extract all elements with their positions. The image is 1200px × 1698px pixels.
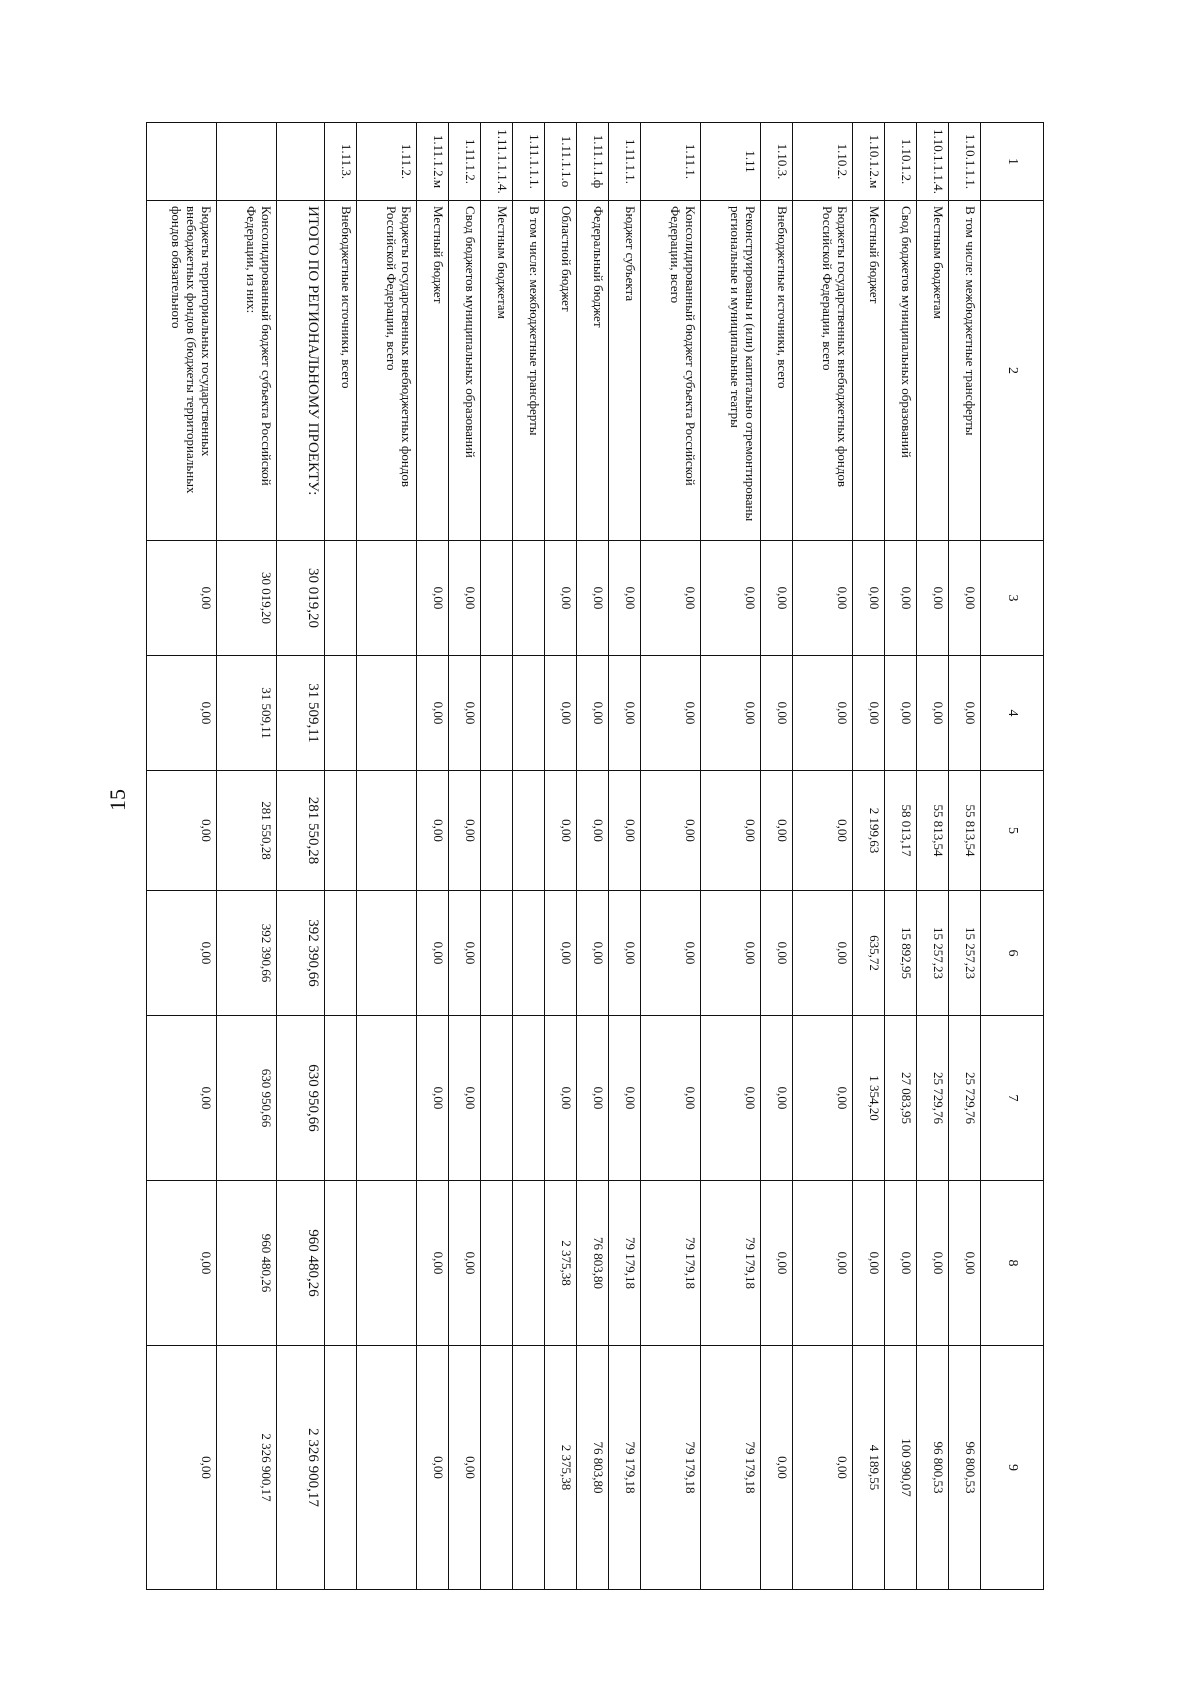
cell-value: 0,00 bbox=[793, 891, 853, 1016]
cell-value: 15 257,23 bbox=[949, 891, 981, 1016]
cell-value: 0,00 bbox=[147, 1016, 217, 1181]
cell-value: 58 013,17 bbox=[885, 771, 917, 891]
table-row bbox=[793, 123, 853, 1590]
column-header: 1 bbox=[981, 123, 1044, 201]
cell-value: 79 179,18 bbox=[641, 1346, 701, 1590]
cell-value: 0,00 bbox=[449, 771, 481, 891]
cell-value: 0,00 bbox=[417, 656, 449, 771]
cell-value: 15 892,95 bbox=[885, 891, 917, 1016]
row-code: 1.11.1.2. bbox=[449, 123, 481, 201]
cell-value bbox=[513, 1016, 545, 1181]
cell-value bbox=[481, 1346, 513, 1590]
row-code: 1.11.1.1.о bbox=[545, 123, 577, 201]
cell-value: 0,00 bbox=[885, 1181, 917, 1346]
cell-value: 0,00 bbox=[609, 656, 641, 771]
cell-value: 0,00 bbox=[417, 1181, 449, 1346]
cell-value: 960 480,26 bbox=[277, 1181, 325, 1346]
cell-value: 76 803,80 bbox=[577, 1346, 609, 1590]
cell-value: 0,00 bbox=[793, 1346, 853, 1590]
cell-value: 0,00 bbox=[417, 1016, 449, 1181]
cell-value bbox=[325, 771, 357, 891]
cell-value bbox=[481, 891, 513, 1016]
cell-value: 0,00 bbox=[761, 1016, 793, 1181]
cell-value: 0,00 bbox=[853, 1181, 885, 1346]
cell-value: 25 729,76 bbox=[949, 1016, 981, 1181]
table-row bbox=[577, 123, 609, 1590]
cell-value: 0,00 bbox=[761, 771, 793, 891]
column-header: 3 bbox=[981, 541, 1044, 656]
row-code: 1.10.1.2.м bbox=[853, 123, 885, 201]
column-header: 2 bbox=[981, 201, 1044, 541]
row-name: Реконструированы и (или) капитально отремонтированы региональные и муниципальные театры bbox=[701, 201, 761, 541]
cell-value: 79 179,18 bbox=[609, 1346, 641, 1590]
row-code: 1.10.1.2. bbox=[885, 123, 917, 201]
cell-value bbox=[325, 1016, 357, 1181]
cell-value: 0,00 bbox=[641, 1016, 701, 1181]
cell-value bbox=[481, 771, 513, 891]
cell-value: 0,00 bbox=[609, 891, 641, 1016]
cell-value bbox=[513, 1181, 545, 1346]
table-row bbox=[545, 123, 577, 1590]
cell-value: 0,00 bbox=[449, 1181, 481, 1346]
cell-value: 0,00 bbox=[917, 541, 949, 656]
cell-value: 281 550,28 bbox=[217, 771, 277, 891]
cell-value: 0,00 bbox=[417, 1346, 449, 1590]
cell-value bbox=[325, 656, 357, 771]
row-name: В том числе: межбюджетные трансферты bbox=[513, 201, 545, 541]
table-row bbox=[609, 123, 641, 1590]
cell-value: 0,00 bbox=[641, 771, 701, 891]
row-name: Федеральный бюджет bbox=[577, 201, 609, 541]
cell-value: 0,00 bbox=[761, 1346, 793, 1590]
row-name: Свод бюджетов муниципальных образований bbox=[885, 201, 917, 541]
cell-value: 0,00 bbox=[793, 541, 853, 656]
row-name: Консолидированный бюджет субъекта Российской Федерации, из них: bbox=[217, 201, 277, 541]
cell-value: 0,00 bbox=[641, 891, 701, 1016]
cell-value: 0,00 bbox=[609, 541, 641, 656]
table-row bbox=[513, 123, 545, 1590]
cell-value: 15 257,23 bbox=[917, 891, 949, 1016]
cell-value: 76 803,80 bbox=[577, 1181, 609, 1346]
cell-value: 0,00 bbox=[545, 891, 577, 1016]
row-code: 1.10.3. bbox=[761, 123, 793, 201]
row-name: Местный бюджет bbox=[853, 201, 885, 541]
table-row bbox=[449, 123, 481, 1590]
cell-value: 0,00 bbox=[761, 541, 793, 656]
cell-value: 0,00 bbox=[701, 541, 761, 656]
row-name: Местным бюджетам bbox=[481, 201, 513, 541]
row-name: Свод бюджетов муниципальных образований bbox=[449, 201, 481, 541]
row-name: Бюджет субъекта bbox=[609, 201, 641, 541]
cell-value: 2 326 900,17 bbox=[217, 1346, 277, 1590]
row-name: Бюджеты государственных внебюджетных фондов Российской Федерации, всего bbox=[357, 201, 417, 541]
cell-value: 0,00 bbox=[793, 1181, 853, 1346]
table-row bbox=[147, 123, 217, 1590]
cell-value bbox=[513, 656, 545, 771]
cell-value: 31 509,11 bbox=[277, 656, 325, 771]
cell-value bbox=[325, 1346, 357, 1590]
cell-value: 0,00 bbox=[545, 1016, 577, 1181]
column-header: 9 bbox=[981, 1346, 1044, 1590]
cell-value: 0,00 bbox=[701, 771, 761, 891]
cell-value: 2 199,63 bbox=[853, 771, 885, 891]
row-code: 1.11 bbox=[701, 123, 761, 201]
cell-value: 0,00 bbox=[577, 891, 609, 1016]
cell-value: 2 375,38 bbox=[545, 1346, 577, 1590]
table-row bbox=[277, 123, 325, 1590]
cell-value bbox=[357, 1346, 417, 1590]
row-code: 1.11.3. bbox=[325, 123, 357, 201]
row-code: 1.10.2. bbox=[793, 123, 853, 201]
cell-value: 281 550,28 bbox=[277, 771, 325, 891]
cell-value: 79 179,18 bbox=[609, 1181, 641, 1346]
cell-value: 79 179,18 bbox=[701, 1346, 761, 1590]
cell-value: 0,00 bbox=[417, 891, 449, 1016]
cell-value: 31 509,11 bbox=[217, 656, 277, 771]
cell-value: 0,00 bbox=[545, 541, 577, 656]
cell-value: 0,00 bbox=[417, 771, 449, 891]
table-row bbox=[641, 123, 701, 1590]
cell-value: 79 179,18 bbox=[641, 1181, 701, 1346]
cell-value: 2 326 900,17 bbox=[277, 1346, 325, 1590]
cell-value: 392 390,66 bbox=[217, 891, 277, 1016]
cell-value bbox=[357, 771, 417, 891]
cell-value: 0,00 bbox=[701, 891, 761, 1016]
cell-value: 0,00 bbox=[949, 656, 981, 771]
table-row bbox=[217, 123, 277, 1590]
cell-value bbox=[357, 541, 417, 656]
row-code: 1.11.1.2.м bbox=[417, 123, 449, 201]
cell-value: 0,00 bbox=[545, 771, 577, 891]
row-code: 1.11.1.1.1. bbox=[513, 123, 545, 201]
cell-value bbox=[481, 1016, 513, 1181]
cell-value: 2 375,38 bbox=[545, 1181, 577, 1346]
row-code: 1.11.1.1.1.4. bbox=[481, 123, 513, 201]
cell-value: 0,00 bbox=[641, 656, 701, 771]
row-name: Внебюджетные источники, всего bbox=[761, 201, 793, 541]
table-body bbox=[147, 123, 981, 1590]
cell-value: 392 390,66 bbox=[277, 891, 325, 1016]
cell-value: 96 800,53 bbox=[917, 1346, 949, 1590]
cell-value: 630 950,66 bbox=[277, 1016, 325, 1181]
cell-value: 0,00 bbox=[449, 1016, 481, 1181]
cell-value bbox=[325, 891, 357, 1016]
row-name: Местный бюджет bbox=[417, 201, 449, 541]
row-code: 1.11.1. bbox=[641, 123, 701, 201]
cell-value: 0,00 bbox=[147, 656, 217, 771]
page-number: 15 bbox=[105, 789, 130, 811]
row-code: 1.10.1.1.1. bbox=[949, 123, 981, 201]
cell-value: 0,00 bbox=[449, 656, 481, 771]
cell-value: 0,00 bbox=[577, 1016, 609, 1181]
cell-value: 1 354,20 bbox=[853, 1016, 885, 1181]
budget-table-page bbox=[169, 122, 1044, 1589]
cell-value: 0,00 bbox=[793, 1016, 853, 1181]
row-code bbox=[277, 123, 325, 201]
cell-value: 0,00 bbox=[147, 771, 217, 891]
row-name: Местным бюджетам bbox=[917, 201, 949, 541]
row-code bbox=[217, 123, 277, 201]
cell-value: 0,00 bbox=[449, 541, 481, 656]
cell-value bbox=[357, 891, 417, 1016]
cell-value: 0,00 bbox=[577, 656, 609, 771]
cell-value: 630 950,66 bbox=[217, 1016, 277, 1181]
cell-value: 0,00 bbox=[761, 656, 793, 771]
table-row bbox=[417, 123, 449, 1590]
cell-value: 0,00 bbox=[885, 656, 917, 771]
cell-value: 0,00 bbox=[577, 541, 609, 656]
table-row bbox=[761, 123, 793, 1590]
row-name: Внебюджетные источники, всего bbox=[325, 201, 357, 541]
row-name: ИТОГО ПО РЕГИОНАЛЬНОМУ ПРОЕКТУ: bbox=[277, 201, 325, 541]
cell-value: 0,00 bbox=[147, 1181, 217, 1346]
cell-value bbox=[513, 891, 545, 1016]
row-code: 1.11.1.1. bbox=[609, 123, 641, 201]
cell-value: 0,00 bbox=[609, 1016, 641, 1181]
cell-value bbox=[357, 1016, 417, 1181]
cell-value: 0,00 bbox=[147, 541, 217, 656]
cell-value: 0,00 bbox=[545, 656, 577, 771]
cell-value: 960 480,26 bbox=[217, 1181, 277, 1346]
cell-value: 30 019,20 bbox=[217, 541, 277, 656]
row-code: 1.11.2. bbox=[357, 123, 417, 201]
cell-value bbox=[325, 1181, 357, 1346]
column-header: 6 bbox=[981, 891, 1044, 1016]
cell-value: 0,00 bbox=[641, 541, 701, 656]
cell-value: 0,00 bbox=[701, 1016, 761, 1181]
cell-value bbox=[513, 541, 545, 656]
table-row bbox=[853, 123, 885, 1590]
cell-value: 96 800,53 bbox=[949, 1346, 981, 1590]
cell-value: 0,00 bbox=[417, 541, 449, 656]
cell-value: 100 990,07 bbox=[885, 1346, 917, 1590]
cell-value: 79 179,18 bbox=[701, 1181, 761, 1346]
cell-value: 0,00 bbox=[701, 656, 761, 771]
cell-value: 25 729,76 bbox=[917, 1016, 949, 1181]
cell-value: 0,00 bbox=[949, 541, 981, 656]
cell-value bbox=[357, 656, 417, 771]
cell-value: 0,00 bbox=[449, 1346, 481, 1590]
cell-value bbox=[325, 541, 357, 656]
cell-value bbox=[513, 771, 545, 891]
cell-value: 0,00 bbox=[793, 771, 853, 891]
cell-value: 0,00 bbox=[761, 1181, 793, 1346]
cell-value: 55 813,54 bbox=[949, 771, 981, 891]
cell-value: 0,00 bbox=[917, 656, 949, 771]
cell-value: 0,00 bbox=[793, 656, 853, 771]
cell-value bbox=[357, 1181, 417, 1346]
cell-value bbox=[481, 656, 513, 771]
budget-table bbox=[146, 122, 1044, 1590]
cell-value: 0,00 bbox=[761, 891, 793, 1016]
cell-value: 0,00 bbox=[449, 891, 481, 1016]
cell-value: 4 189,55 bbox=[853, 1346, 885, 1590]
column-header: 7 bbox=[981, 1016, 1044, 1181]
row-code: 1.11.1.1.ф bbox=[577, 123, 609, 201]
table-row bbox=[481, 123, 513, 1590]
cell-value: 30 019,20 bbox=[277, 541, 325, 656]
cell-value: 0,00 bbox=[147, 1346, 217, 1590]
table-row bbox=[917, 123, 949, 1590]
cell-value: 0,00 bbox=[577, 771, 609, 891]
cell-value: 0,00 bbox=[917, 1181, 949, 1346]
table-row bbox=[701, 123, 761, 1590]
row-name: Областной бюджет bbox=[545, 201, 577, 541]
row-code: 1.10.1.1.1.4. bbox=[917, 123, 949, 201]
header-row bbox=[981, 123, 1044, 1590]
table-row bbox=[357, 123, 417, 1590]
cell-value bbox=[481, 541, 513, 656]
cell-value bbox=[481, 1181, 513, 1346]
table-row bbox=[949, 123, 981, 1590]
row-name: В том числе: межбюджетные трансферты bbox=[949, 201, 981, 541]
cell-value: 0,00 bbox=[147, 891, 217, 1016]
table-row bbox=[325, 123, 357, 1590]
row-name: Консолидированный бюджет субъекта Российской Федерации, всего bbox=[641, 201, 701, 541]
cell-value: 0,00 bbox=[885, 541, 917, 656]
row-code bbox=[147, 123, 217, 201]
column-header: 5 bbox=[981, 771, 1044, 891]
row-name: Бюджеты государственных внебюджетных фондов Российской Федерации, всего bbox=[793, 201, 853, 541]
column-header: 4 bbox=[981, 656, 1044, 771]
cell-value bbox=[513, 1346, 545, 1590]
cell-value: 635,72 bbox=[853, 891, 885, 1016]
cell-value: 0,00 bbox=[853, 656, 885, 771]
cell-value: 0,00 bbox=[853, 541, 885, 656]
cell-value: 55 813,54 bbox=[917, 771, 949, 891]
cell-value: 0,00 bbox=[949, 1181, 981, 1346]
cell-value: 0,00 bbox=[609, 771, 641, 891]
row-name: Бюджеты территориальных государственных внебюджетных фондов (бюджеты территориальных фондов обязательного bbox=[147, 201, 217, 541]
cell-value: 27 083,95 bbox=[885, 1016, 917, 1181]
table-row bbox=[885, 123, 917, 1590]
column-header: 8 bbox=[981, 1181, 1044, 1346]
